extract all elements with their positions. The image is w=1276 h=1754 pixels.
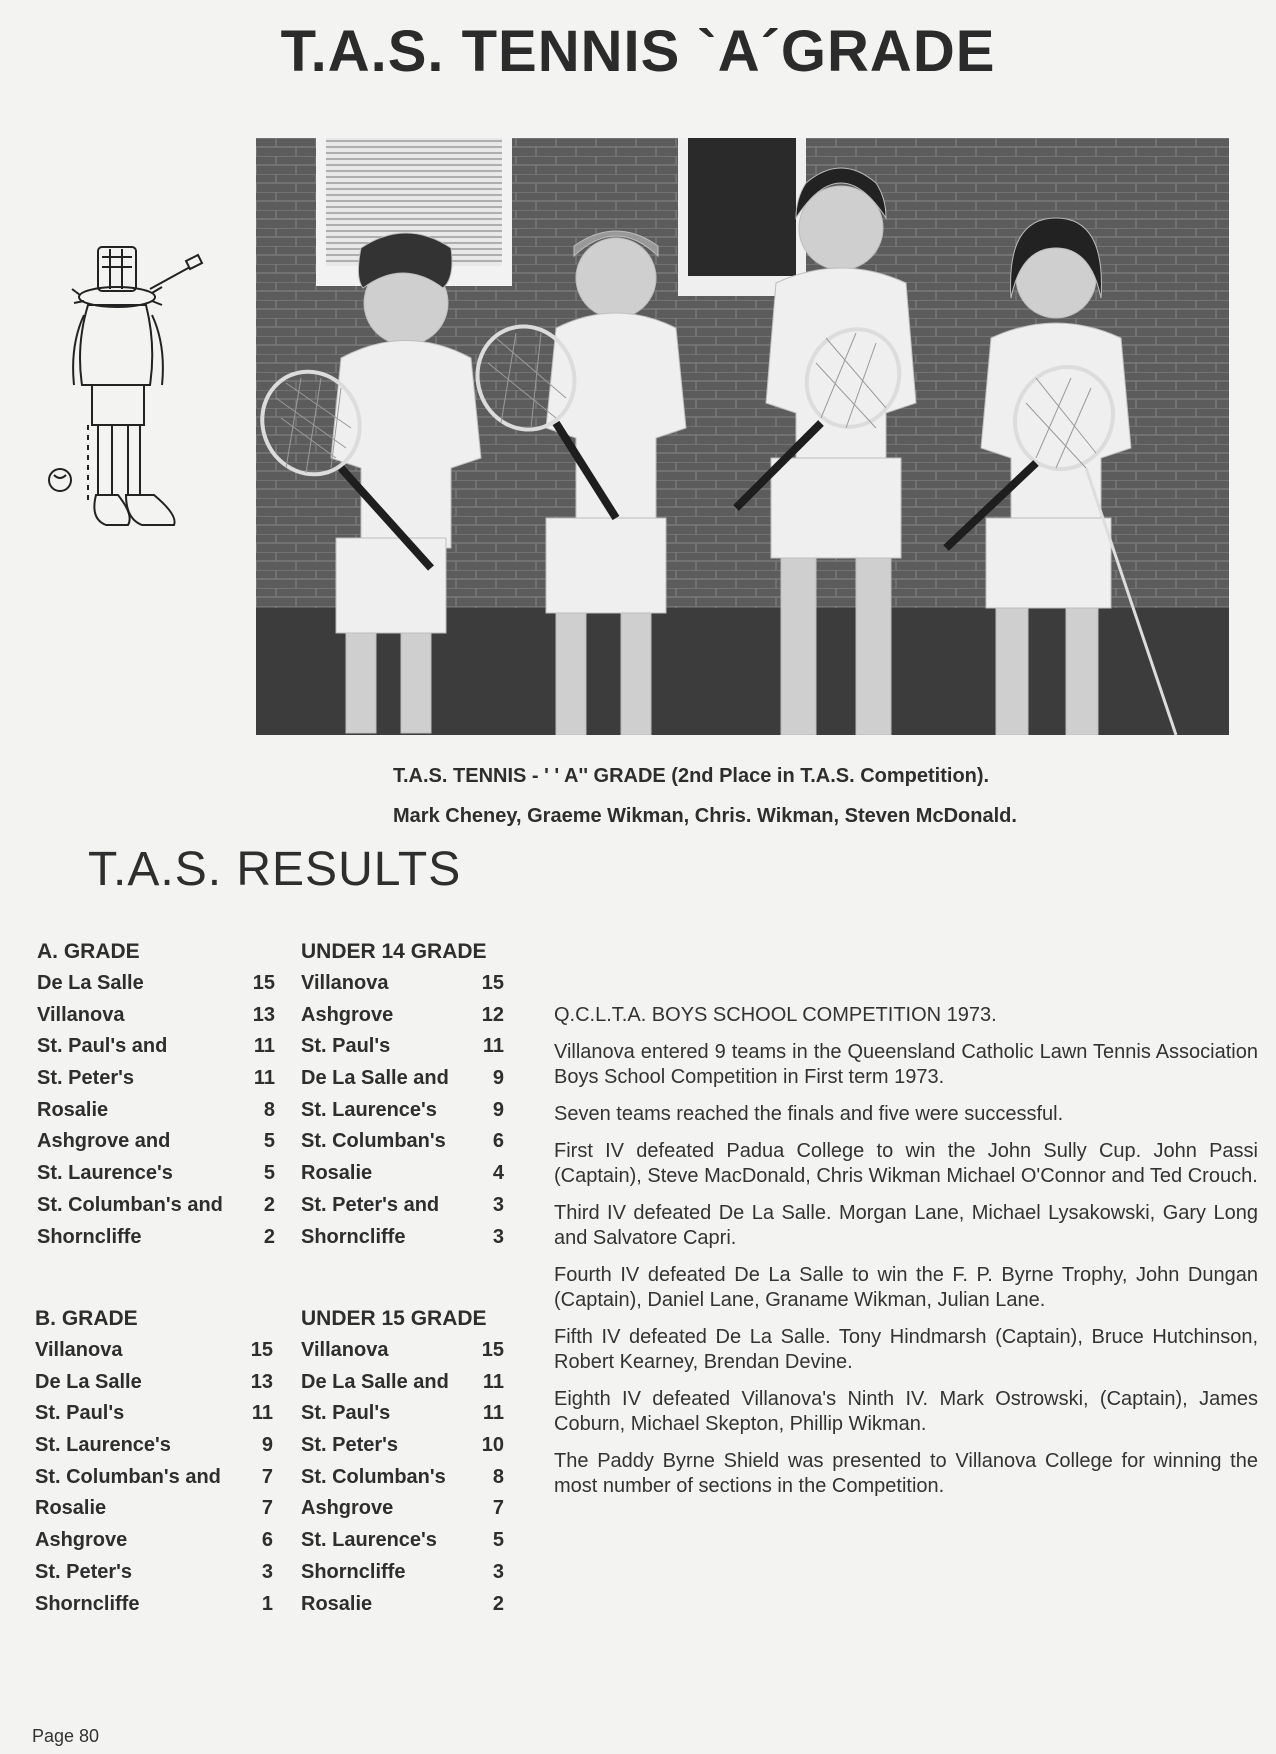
table-row xyxy=(301,1336,504,1368)
tennis-player-cartoon xyxy=(40,235,210,605)
report-paragraph: First IV defeated Padua College to win the John Sully Cup. John Passi (Captain), Steve MacDonald, Chris Wikman Michael O'Connor and Ted Crouch. xyxy=(554,1140,1258,1187)
table-row xyxy=(35,1336,273,1368)
team-name: St. Columban's and xyxy=(35,1465,221,1488)
team-name: De La Salle and xyxy=(301,1370,449,1393)
photo-caption xyxy=(393,756,1173,836)
team-name: Shorncliffe xyxy=(301,1225,406,1248)
qclta-title: Q.C.L.T.A. BOYS SCHOOL COMPETITION 1973. xyxy=(554,1004,997,1026)
team-points: 3 xyxy=(492,1560,504,1583)
team-points: 13 xyxy=(252,1003,275,1026)
team-name: Ashgrove xyxy=(301,1003,394,1026)
team-points: 9 xyxy=(492,1098,504,1121)
team-name: Rosalie xyxy=(301,1592,373,1615)
team-name: Rosalie xyxy=(301,1162,373,1185)
report-paragraph: Third IV defeated De La Salle. Morgan Lane, Michael Lysakowski, Gary Long and Salvatore Capri. xyxy=(554,1202,1258,1249)
table-row xyxy=(301,1223,504,1255)
team-points: 7 xyxy=(492,1497,504,1520)
page-title: T.A.S. TENNIS `A´GRADE xyxy=(280,19,996,84)
team-points: 3 xyxy=(492,1193,504,1216)
team-name: De La Salle xyxy=(35,1370,142,1393)
team-name: St. Paul's xyxy=(35,1402,125,1425)
team-points: 2 xyxy=(263,1225,275,1248)
team-points: 12 xyxy=(481,1003,504,1026)
team-points: 7 xyxy=(261,1497,273,1520)
team-points: 11 xyxy=(482,1370,504,1393)
table-row xyxy=(35,1494,273,1526)
b-grade-table xyxy=(35,1302,273,1621)
team-name: Ashgrove and xyxy=(37,1130,171,1153)
team-points: 5 xyxy=(263,1130,275,1153)
table-row xyxy=(35,1463,273,1495)
caption-line-1: T.A.S. TENNIS - ' ' A'' GRADE (2nd Place in T.A.S. Competition). xyxy=(393,765,990,787)
team-points: 15 xyxy=(481,972,504,994)
report-paragraph: Villanova entered 9 teams in the Queensland Catholic Lawn Tennis Association Boys School Competition in First term 1973. xyxy=(554,1041,1258,1088)
table-row xyxy=(301,1399,504,1431)
table-row xyxy=(37,1096,275,1128)
team-name: St. Paul's xyxy=(301,1035,391,1058)
team-points: 1 xyxy=(261,1592,273,1615)
team-points: 2 xyxy=(492,1592,504,1615)
team-points: 9 xyxy=(261,1434,273,1457)
team-points: 11 xyxy=(253,1035,275,1058)
table-row xyxy=(37,1032,275,1064)
team-name: St. Laurence's xyxy=(37,1162,173,1185)
team-name: Ashgrove xyxy=(301,1497,394,1520)
grade-title: A. GRADE xyxy=(37,940,140,963)
table-row xyxy=(35,1558,273,1590)
under-15-grade-table xyxy=(301,1302,504,1621)
team-points: 15 xyxy=(250,1339,273,1361)
table-row xyxy=(37,1001,275,1033)
team-points: 13 xyxy=(250,1370,273,1393)
a-grade-table xyxy=(37,935,275,1254)
team-points: 3 xyxy=(261,1560,273,1583)
team-points: 11 xyxy=(482,1035,504,1058)
table-row xyxy=(301,1159,504,1191)
team-name: St. Peter's and xyxy=(301,1193,440,1216)
team-name: Rosalie xyxy=(35,1497,107,1520)
team-name: St. Columban's xyxy=(301,1465,446,1488)
team-name: St. Columban's xyxy=(301,1130,446,1153)
table-row xyxy=(301,1526,504,1558)
table-row xyxy=(301,1368,504,1400)
table-row xyxy=(301,1096,504,1128)
team-points: 11 xyxy=(251,1402,273,1425)
team-points: 2 xyxy=(263,1193,275,1216)
table-row xyxy=(37,1127,275,1159)
table-row xyxy=(301,969,504,1001)
team-points: 8 xyxy=(492,1465,504,1488)
team-name: St. Laurence's xyxy=(301,1529,437,1552)
table-row xyxy=(35,1399,273,1431)
table-row xyxy=(37,1223,275,1255)
table-row xyxy=(37,969,275,1001)
team-points: 5 xyxy=(263,1162,275,1185)
under-14-grade-table xyxy=(301,935,504,1254)
table-row xyxy=(301,1032,504,1064)
table-row xyxy=(301,1431,504,1463)
team-name: St. Peter's xyxy=(301,1434,399,1457)
grade-title: B. GRADE xyxy=(35,1307,138,1330)
table-row xyxy=(301,1463,504,1495)
team-name: St. Laurence's xyxy=(301,1098,437,1121)
team-name: Ashgrove xyxy=(35,1529,128,1552)
team-name: Rosalie xyxy=(37,1098,109,1121)
team-points: 3 xyxy=(492,1225,504,1248)
grade-title: UNDER 15 GRADE xyxy=(301,1307,487,1330)
report-paragraph: Fourth IV defeated De La Salle to win the F. P. Byrne Trophy, John Dungan (Captain), Daniel Lane, Graname Wikman, Julian Lane. xyxy=(554,1264,1258,1311)
report-paragraph: Seven teams reached the finals and five were successful. xyxy=(554,1103,1064,1125)
team-name: Shorncliffe xyxy=(37,1225,142,1248)
team-points: 10 xyxy=(481,1434,504,1457)
team-points: 6 xyxy=(492,1130,504,1153)
team-points: 15 xyxy=(481,1339,504,1361)
team-name: Villanova xyxy=(301,972,389,994)
table-row xyxy=(35,1526,273,1558)
table-row xyxy=(301,1494,504,1526)
report-paragraph: Fifth IV defeated De La Salle. Tony Hindmarsh (Captain), Bruce Hutchinson, Robert Kearney, Brendan Devine. xyxy=(554,1326,1258,1373)
table-row xyxy=(301,1590,504,1622)
team-points: 6 xyxy=(261,1529,273,1552)
team-name: St. Columban's and xyxy=(37,1193,223,1216)
team-name: De La Salle xyxy=(37,972,144,994)
results-heading: T.A.S. RESULTS xyxy=(88,843,462,896)
team-points: 15 xyxy=(252,972,275,994)
table-row xyxy=(301,1127,504,1159)
table-row xyxy=(35,1368,273,1400)
table-row xyxy=(37,1064,275,1096)
team-points: 8 xyxy=(263,1098,275,1121)
team-points: 5 xyxy=(492,1529,504,1552)
team-name: Shorncliffe xyxy=(35,1592,140,1615)
team-points: 11 xyxy=(253,1067,275,1090)
table-row xyxy=(35,1431,273,1463)
team-name: Villanova xyxy=(37,1003,125,1026)
table-row xyxy=(301,1558,504,1590)
report-paragraph: Eighth IV defeated Villanova's Ninth IV. Mark Ostrowski, (Captain), James Coburn, Michael Skepton, Phillip Wikman. xyxy=(554,1388,1258,1435)
report-paragraph: The Paddy Byrne Shield was presented to Villanova College for winning the most number of sections in the Competition. xyxy=(554,1450,1258,1497)
team-points: 4 xyxy=(492,1162,504,1185)
team-photo xyxy=(256,138,1229,735)
grade-title: UNDER 14 GRADE xyxy=(301,940,487,963)
table-row xyxy=(301,1064,504,1096)
table-row xyxy=(301,1191,504,1223)
table-row xyxy=(35,1590,273,1622)
team-points: 9 xyxy=(492,1067,504,1090)
table-row xyxy=(301,1001,504,1033)
team-points: 7 xyxy=(261,1465,273,1488)
team-name: St. Paul's xyxy=(301,1402,391,1425)
team-name: St. Peter's xyxy=(37,1067,135,1090)
table-row xyxy=(37,1159,275,1191)
team-name: De La Salle and xyxy=(301,1067,449,1090)
team-name: St. Paul's and xyxy=(37,1035,168,1058)
team-name: St. Laurence's xyxy=(35,1434,171,1457)
team-name: St. Peter's xyxy=(35,1560,133,1583)
page-number: Page 80 xyxy=(32,1726,100,1746)
team-name: Villanova xyxy=(301,1339,389,1361)
team-points: 11 xyxy=(482,1402,504,1425)
caption-line-2: Mark Cheney, Graeme Wikman, Chris. Wikman, Steven McDonald. xyxy=(393,805,1017,827)
table-row xyxy=(37,1191,275,1223)
team-name: Villanova xyxy=(35,1339,123,1361)
team-name: Shorncliffe xyxy=(301,1560,406,1583)
qclta-report xyxy=(554,1003,1258,1511)
